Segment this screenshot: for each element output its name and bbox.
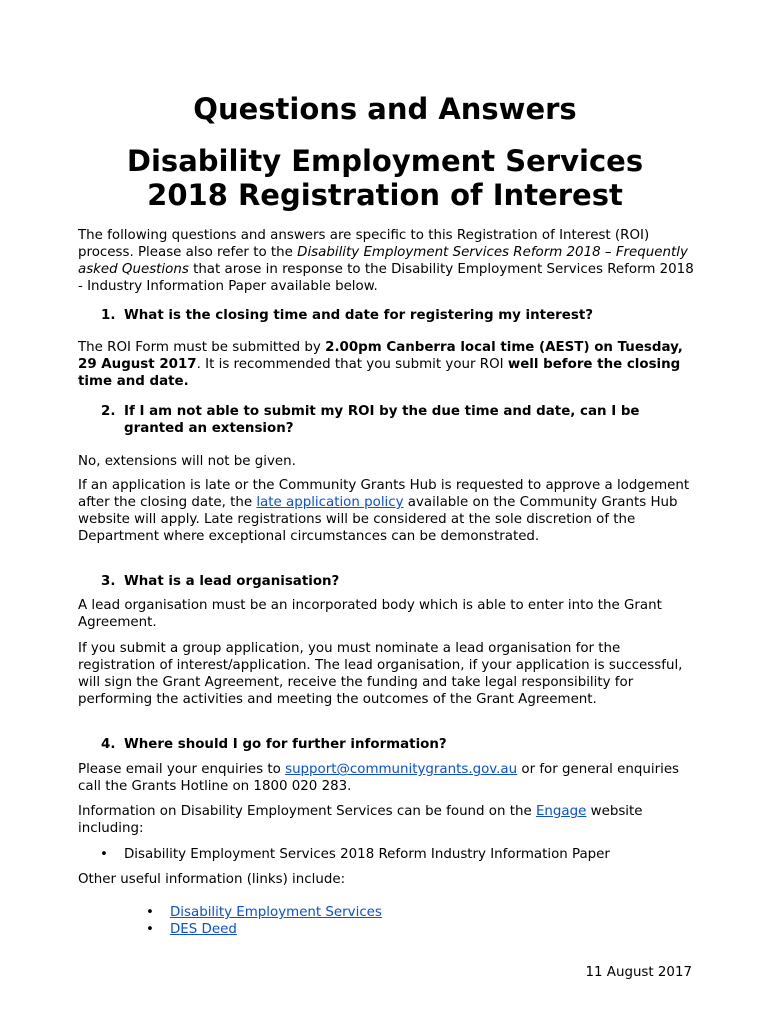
document-subtitle-line1: Disability Employment Services — [126, 144, 644, 178]
answer-1-deadline: 2.00pm Canberra local time (AEST) on Tuesday, 29 August 2017 — [78, 340, 683, 372]
answer-2-text-2: available on the Community Grants Hub website will apply. Late registrations will be considered at the sole discretion of the Department where exceptional circumstances can be demonstrated. — [78, 495, 678, 544]
question-2-heading — [101, 403, 681, 437]
answer-1-text-2: . It is recommended that you submit your ROI — [196, 357, 508, 372]
answer-4-paragraph-1 — [78, 761, 698, 795]
question-1-heading — [101, 307, 681, 324]
answer-4-text-1: Please email your enquiries to — [78, 762, 286, 777]
des-deed-link[interactable]: DES Deed — [170, 922, 237, 937]
late-application-policy-link[interactable]: late application policy — [256, 495, 404, 510]
answer-4-text-2: or for general enquiries call the Grants Hotline on 1800 020 283. — [78, 762, 680, 794]
bullet-icon: • — [146, 905, 154, 920]
disability-employment-services-link[interactable]: Disability Employment Services — [170, 905, 382, 920]
answer-2-paragraph-1: No, extensions will not be given. — [78, 454, 296, 469]
useful-links-list — [146, 904, 546, 938]
list-item — [146, 921, 546, 938]
question-2-number: 2. — [101, 404, 116, 419]
question-3-text: What is a lead organisation? — [124, 574, 340, 589]
intro-text-1: The following questions and answers are specific to this Registration of Interest (ROI) process. Please also refer to the — [78, 228, 650, 260]
bullet-icon: • — [146, 922, 154, 937]
question-2-text: If I am not able to submit my ROI by the due time and date, can I be granted an extension? — [124, 404, 640, 436]
question-3-heading — [101, 573, 681, 590]
question-3-number: 3. — [101, 574, 116, 589]
list-item — [146, 904, 546, 921]
answer-3-paragraph-2: If you submit a group application, you must nominate a lead organisation for the registration of interest/application. The lead organisation, if your application is successful, will sign the Grant Agreement, receive the funding and take legal responsibility for performing the activities and meeting the outcomes of the Grant Agreement. — [78, 641, 683, 707]
answer-1-emphasis: well before the closing time and date. — [78, 357, 681, 389]
answer-1-text-1: The ROI Form must be submitted by — [78, 340, 326, 355]
answer-3-paragraph-1: A lead organisation must be an incorporated body which is able to enter into the Grant Agreement. — [78, 598, 662, 630]
intro-paragraph — [78, 227, 698, 295]
information-paper-list — [100, 846, 700, 863]
document-subtitle-line2: 2018 Registration of Interest — [147, 178, 623, 212]
question-1-text: What is the closing time and date for registering my interest? — [124, 308, 593, 323]
intro-faq-reference: Disability Employment Services Reform 2018 – Frequently asked Questions — [78, 245, 688, 277]
other-info-label: Other useful information (links) include: — [78, 872, 346, 887]
question-4-text: Where should I go for further information? — [124, 737, 447, 752]
answer-4-text-4: website including: — [78, 804, 643, 836]
page-title: Questions and Answers — [193, 92, 577, 126]
engage-link[interactable]: Engage — [535, 804, 587, 819]
answer-2-paragraph-2 — [78, 477, 698, 545]
question-4-heading — [101, 736, 681, 753]
intro-text-2: that arose in response to the Disability Employment Services Reform 2018 - Industry Information Paper available below. — [78, 262, 694, 294]
document-date: 11 August 2017 — [585, 965, 692, 980]
list-item — [100, 846, 700, 863]
question-4-number: 4. — [101, 737, 116, 752]
question-1-number: 1. — [101, 308, 116, 323]
answer-4-paragraph-2 — [78, 803, 698, 837]
bullet-icon: • — [100, 847, 108, 862]
list-item-text: Disability Employment Services 2018 Reform Industry Information Paper — [124, 847, 610, 862]
answer-2-text-1: If an application is late or the Community Grants Hub is requested to approve a lodgement after the closing date, the — [78, 478, 690, 510]
answer-4-text-3: Information on Disability Employment Services can be found on the — [78, 804, 536, 819]
support-email-link[interactable]: support@communitygrants.gov.au — [285, 762, 518, 777]
answer-1-paragraph — [78, 339, 698, 390]
